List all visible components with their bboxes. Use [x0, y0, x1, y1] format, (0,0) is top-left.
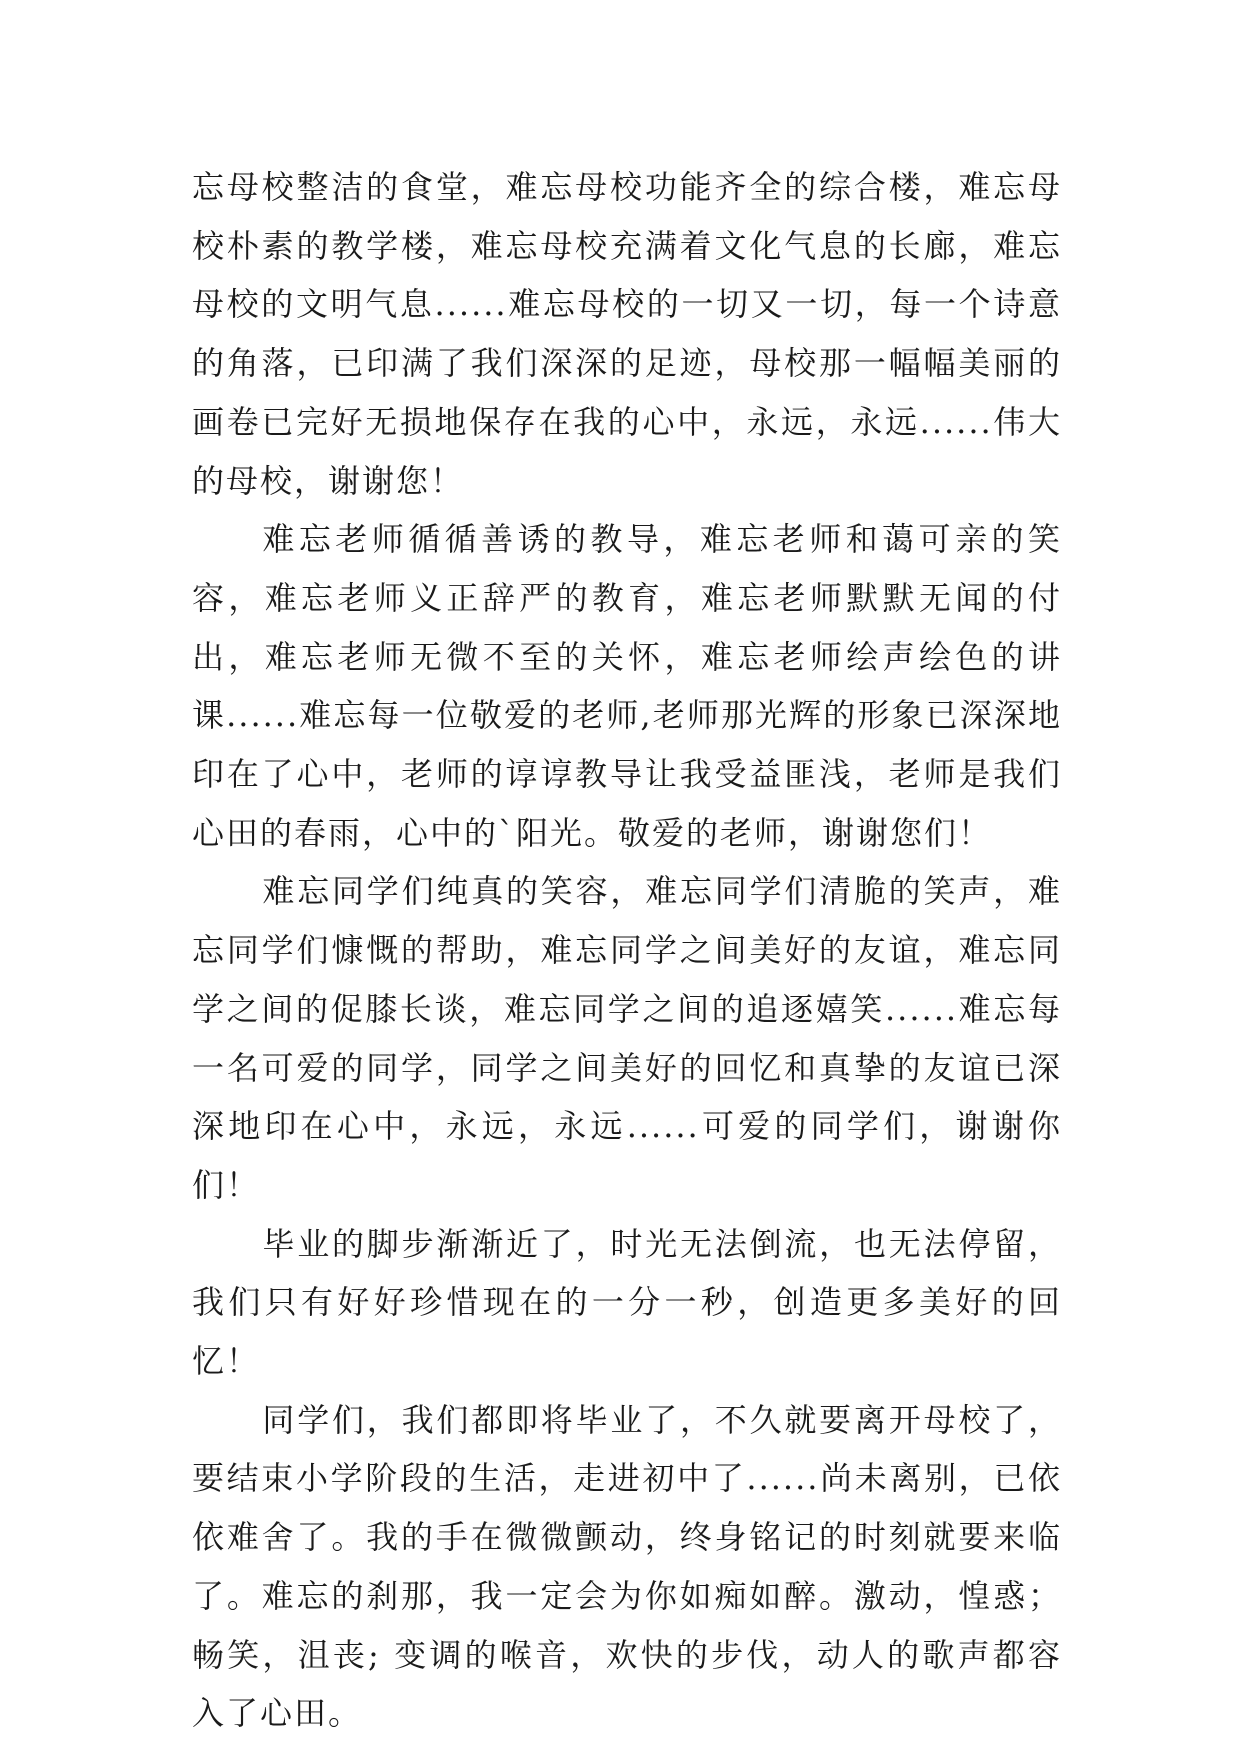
paragraph-farewell: 同学们，我们都即将毕业了，不久就要离开母校了，要结束小学阶段的生活，走进初中了......尚未离别，已依依难舍了。我的手在微微颤动，终身铭记的时刻就要来临了。难忘的刹那，我一定会为你如痴如醉。激动，惶惑；畅笑，沮丧; 变调的喉音，欢快的步伐，动人的歌声都容入了心田。	[192, 1400, 1062, 1733]
paragraph-classmates: 难忘同学们纯真的笑容，难忘同学们清脆的笑声，难忘同学们慷慨的帮助，难忘同学之间美好的友谊，难忘同学之间的促膝长谈，难忘同学之间的追逐嬉笑......难忘每一名可爱的同学，同学之间美好的回忆和真挚的友谊已深深地印在心中，永远，永远......可爱的同学们，谢谢你们！	[192, 872, 1062, 1204]
document-body	[192, 158, 1062, 1743]
paragraph-school: 忘母校整洁的食堂，难忘母校功能齐全的综合楼，难忘母校朴素的教学楼，难忘母校充满着文化气息的长廊，难忘母校的文明气息......难忘母校的一切又一切，每一个诗意的角落，已印满了我们深深的足迹，母校那一幅幅美丽的画卷已完好无损地保存在我的心中，永远，永远......伟大的母校，谢谢您！	[192, 168, 1062, 500]
paragraph-teachers: 难忘老师循循善诱的教导，难忘老师和蔼可亲的笑容，难忘老师义正辞严的教育，难忘老师默默无闻的付出，难忘老师无微不至的关怀，难忘老师绘声绘色的讲课......难忘每一位敬爱的老师,老师那光辉的形象已深深地印在了心中，老师的谆谆教导让我受益匪浅，老师是我们心田的春雨，心中的`阳光。敬爱的老师，谢谢您们！	[192, 520, 1062, 852]
paragraph-graduation: 毕业的脚步渐渐近了，时光无法倒流，也无法停留，我们只有好好珍惜现在的一分一秒，创造更多美好的回忆！	[192, 1224, 1062, 1381]
